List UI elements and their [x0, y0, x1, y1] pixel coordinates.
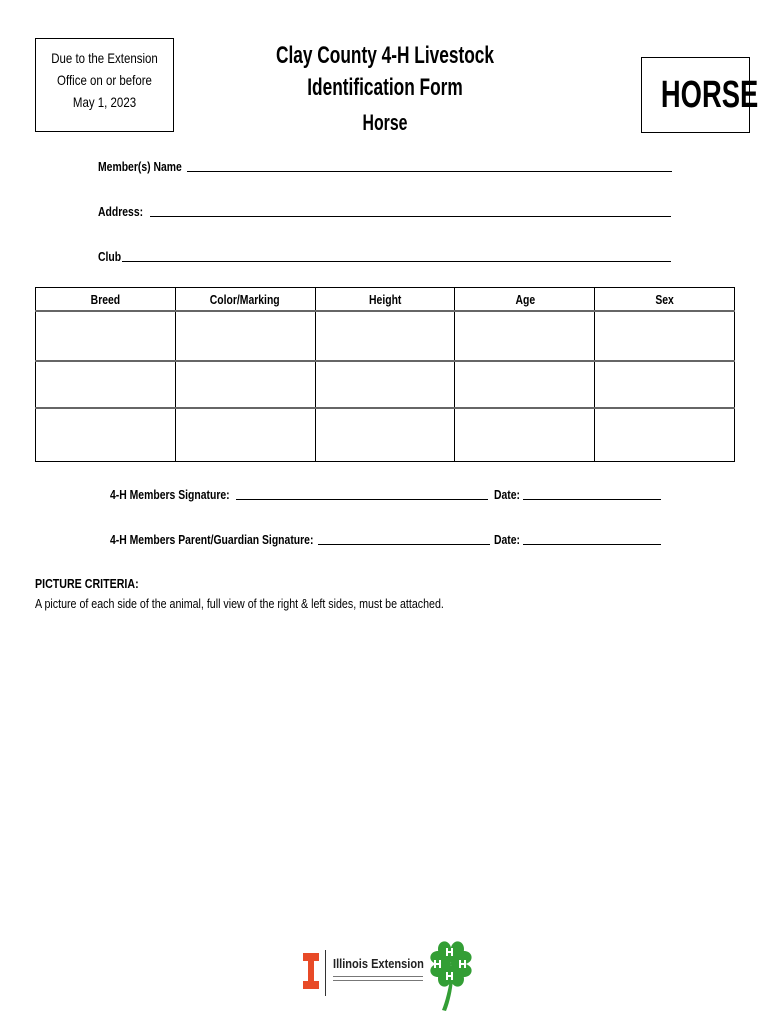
picture-criteria-text: A picture of each side of the animal, full view of the right & left sides, must be attached.	[35, 596, 444, 611]
member-signature-label: 4-H Members Signature:	[110, 487, 230, 502]
due-line-2: Office on or before	[57, 72, 152, 88]
cell-sex[interactable]	[595, 408, 735, 462]
table-header-row	[36, 288, 735, 312]
due-line-3: May 1, 2023	[72, 94, 137, 110]
member-date-label: Date:	[494, 487, 521, 502]
cell-sex[interactable]	[595, 361, 735, 408]
header-age: Age	[455, 288, 595, 312]
cell-color-marking[interactable]	[175, 408, 315, 462]
address-field[interactable]	[98, 201, 671, 219]
member-signature-field[interactable]	[110, 484, 488, 502]
header-color-marking: Color/Marking	[175, 288, 315, 312]
parent-date-field[interactable]	[494, 529, 661, 547]
parent-date-label: Date:	[494, 532, 521, 547]
parent-signature-field[interactable]	[110, 529, 490, 547]
species-box	[641, 57, 759, 133]
extension-subline	[333, 976, 423, 981]
cell-breed[interactable]	[36, 361, 176, 408]
club-field[interactable]	[98, 246, 671, 264]
cell-breed[interactable]	[36, 311, 176, 361]
due-line-1: Due to the Extension	[51, 50, 158, 66]
four-h-clover-icon	[428, 940, 474, 1012]
picture-criteria	[35, 575, 534, 612]
address-line[interactable]	[150, 216, 671, 217]
cell-age[interactable]	[455, 361, 595, 408]
member-signature-line[interactable]	[236, 499, 488, 500]
cell-height[interactable]	[315, 408, 455, 462]
club-line[interactable]	[122, 261, 671, 262]
header-breed: Breed	[36, 288, 176, 312]
cell-sex[interactable]	[595, 311, 735, 361]
address-label: Address:	[98, 204, 144, 219]
due-date-box	[35, 38, 174, 132]
form-title-line-2: Horse	[362, 110, 408, 135]
cell-breed[interactable]	[36, 408, 176, 462]
club-label: Club	[98, 249, 122, 264]
table-row	[36, 361, 735, 408]
member-date-line[interactable]	[523, 499, 661, 500]
table-row	[36, 311, 735, 361]
header-height: Height	[315, 288, 455, 312]
cell-color-marking[interactable]	[175, 311, 315, 361]
cell-age[interactable]	[455, 408, 595, 462]
parent-signature-label: 4-H Members Parent/Guardian Signature:	[110, 532, 314, 547]
cell-color-marking[interactable]	[175, 361, 315, 408]
member-date-field[interactable]	[494, 484, 661, 502]
form-title-line-1: Clay County 4-H Livestock Identification Form	[276, 42, 494, 101]
extension-name: Illinois Extension	[333, 956, 424, 971]
parent-date-line[interactable]	[523, 544, 661, 545]
cell-height[interactable]	[315, 311, 455, 361]
header-sex: Sex	[595, 288, 735, 312]
picture-criteria-heading: PICTURE CRITERIA:	[35, 576, 139, 591]
parent-signature-line[interactable]	[318, 544, 490, 545]
member-name-label: Member(s) Name	[98, 159, 182, 174]
table-row	[36, 408, 735, 462]
logo-divider	[325, 950, 326, 996]
block-i-icon	[303, 953, 319, 989]
illinois-extension-logo	[303, 950, 423, 996]
member-name-field[interactable]	[98, 156, 672, 174]
cell-height[interactable]	[315, 361, 455, 408]
cell-age[interactable]	[455, 311, 595, 361]
form-title	[180, 40, 590, 138]
member-name-line[interactable]	[187, 171, 672, 172]
identification-table	[35, 287, 735, 462]
species-label: HORSE	[660, 74, 759, 116]
